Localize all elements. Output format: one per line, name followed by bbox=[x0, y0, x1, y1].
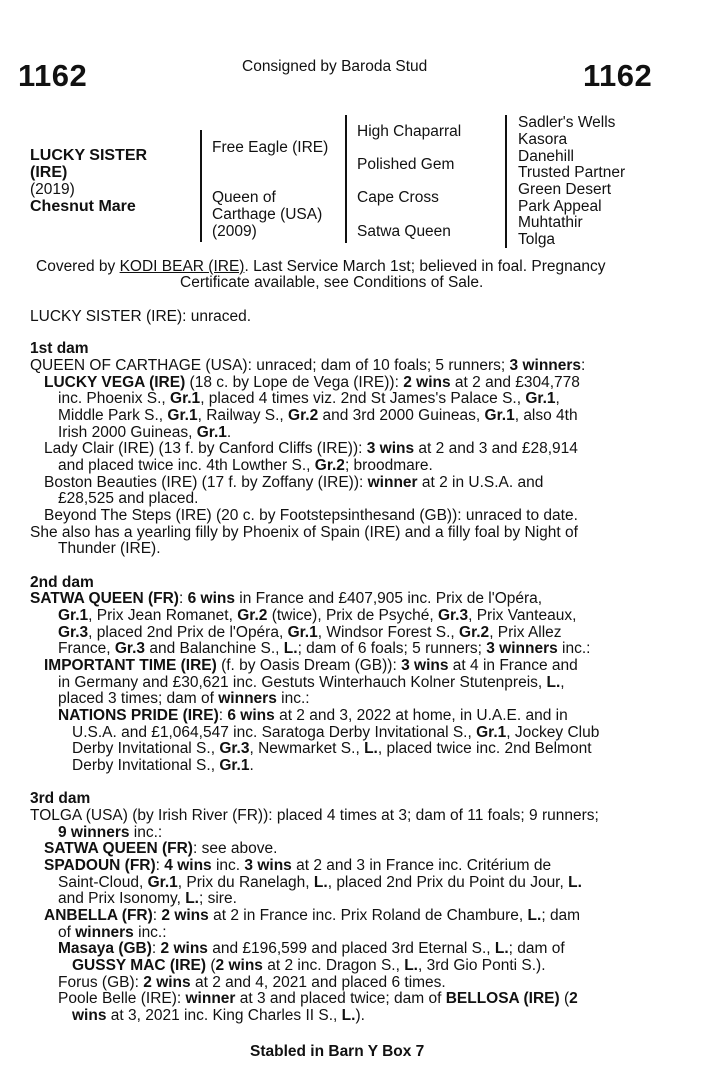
third-dam-text: GUSSY MAC (IRE) (2 wins at 2 inc. Dragon S., L., 3rd Gio Ponti S.). bbox=[72, 957, 546, 974]
second-dam-text: Gr.3, placed 2nd Prix de l'Opéra, Gr.1, Windsor Forest S., Gr.2, Prix Allez bbox=[58, 624, 562, 641]
first-dam-text: QUEEN OF CARTHAGE (USA): unraced; dam of 10 foals; 5 runners; 3 winners: bbox=[30, 357, 586, 374]
lot-number-right: 1162 bbox=[583, 58, 653, 93]
gen3-5: Green Desert bbox=[518, 181, 612, 198]
section-second-dam: 2nd dam bbox=[30, 574, 94, 591]
first-dam-text: Thunder (IRE). bbox=[58, 540, 161, 557]
sire: Free Eagle (IRE) bbox=[212, 139, 329, 156]
first-dam-text: Middle Park S., Gr.1, Railway S., Gr.2 and 3rd 2000 Guineas, Gr.1, also 4th bbox=[58, 407, 578, 424]
second-dam-text: placed 3 times; dam of winners inc.: bbox=[58, 690, 310, 707]
horse-name: LUCKY SISTER bbox=[30, 147, 148, 164]
section-first-dam: 1st dam bbox=[30, 340, 89, 357]
third-dam-text: and Prix Isonomy, L.; sire. bbox=[58, 890, 237, 907]
second-dam-text: France, Gr.3 and Balanchine S., L.; dam of 6 foals; 5 runners; 3 winners inc.: bbox=[58, 640, 591, 657]
horse-country: (IRE) bbox=[30, 164, 68, 181]
pedigree-divider-2 bbox=[345, 115, 347, 243]
pedigree-divider-3 bbox=[505, 115, 507, 248]
third-dam-text: Saint-Cloud, Gr.1, Prix du Ranelagh, L., placed 2nd Prix du Point du Jour, L. bbox=[58, 874, 582, 891]
first-dam-text: inc. Phoenix S., Gr.1, placed 4 times viz. 2nd St James's Palace S., Gr.1, bbox=[58, 390, 560, 407]
lot-number-left: 1162 bbox=[18, 58, 88, 93]
third-dam-text: of winners inc.: bbox=[58, 924, 167, 941]
gen3-2: Kasora bbox=[518, 131, 568, 148]
gen2-3: Cape Cross bbox=[357, 189, 439, 206]
horse-description: Chesnut Mare bbox=[30, 198, 136, 215]
third-dam-text: SPADOUN (FR): 4 wins inc. 3 wins at 2 and 3 in France inc. Critérium de bbox=[44, 857, 552, 874]
third-dam-text: Masaya (GB): 2 wins and £196,599 and placed 3rd Eternal S., L.; dam of bbox=[58, 940, 565, 957]
first-dam-text: Irish 2000 Guineas, Gr.1. bbox=[58, 424, 232, 441]
third-dam-text: ANBELLA (FR): 2 wins at 2 in France inc. Prix Roland de Chambure, L.; dam bbox=[44, 907, 581, 924]
gen3-7: Muhtathir bbox=[518, 214, 583, 231]
second-dam-text: SATWA QUEEN (FR): 6 wins in France and £407,905 inc. Prix de l'Opéra, bbox=[30, 590, 543, 607]
second-dam-text: NATIONS PRIDE (IRE): 6 wins at 2 and 3, 2022 at home, in U.A.E. and in bbox=[58, 707, 568, 724]
first-dam-text: Beyond The Steps (IRE) (20 c. by Footstepsinthesand (GB)): unraced to date. bbox=[44, 507, 578, 524]
first-dam-text: £28,525 and placed. bbox=[58, 490, 199, 507]
gen2-4: Satwa Queen bbox=[357, 223, 451, 240]
section-third-dam: 3rd dam bbox=[30, 790, 91, 807]
second-dam-text: Derby Invitational S., Gr.1. bbox=[72, 757, 254, 774]
covered-statement: Covered by KODI BEAR (IRE). Last Service March 1st; believed in foal. Pregnancy bbox=[36, 258, 606, 275]
dam-line-2: Carthage (USA) bbox=[212, 206, 323, 223]
gen3-8: Tolga bbox=[518, 231, 556, 248]
unraced-note: LUCKY SISTER (IRE): unraced. bbox=[30, 308, 252, 325]
gen3-3: Danehill bbox=[518, 148, 575, 165]
gen2-1: High Chaparral bbox=[357, 123, 462, 140]
gen2-2: Polished Gem bbox=[357, 156, 455, 173]
second-dam-text: U.S.A. and £1,064,547 inc. Saratoga Derby Invitational S., Gr.1, Jockey Club bbox=[72, 724, 600, 741]
third-dam-text: Poole Belle (IRE): winner at 3 and placed twice; dam of BELLOSA (IRE) (2 bbox=[58, 990, 578, 1007]
first-dam-text: Boston Beauties (IRE) (17 f. by Zoffany (IRE)): winner at 2 in U.S.A. and bbox=[44, 474, 544, 491]
gen3-6: Park Appeal bbox=[518, 198, 602, 215]
consignor: Consigned by Baroda Stud bbox=[242, 58, 428, 75]
pedigree-divider-1 bbox=[200, 130, 202, 242]
gen3-4: Trusted Partner bbox=[518, 164, 626, 181]
first-dam-text: LUCKY VEGA (IRE) (18 c. by Lope de Vega (IRE)): 2 wins at 2 and £304,778 bbox=[44, 374, 580, 391]
second-dam-text: Gr.1, Prix Jean Romanet, Gr.2 (twice), Prix de Psyché, Gr.3, Prix Vanteaux, bbox=[58, 607, 577, 624]
third-dam-text: 9 winners inc.: bbox=[58, 824, 163, 841]
second-dam-text: IMPORTANT TIME (IRE) (f. by Oasis Dream (GB)): 3 wins at 4 in France and bbox=[44, 657, 578, 674]
dam-line-1: Queen of bbox=[212, 189, 276, 206]
first-dam-text: and placed twice inc. 4th Lowther S., Gr.2; broodmare. bbox=[58, 457, 433, 474]
gen3-1: Sadler's Wells bbox=[518, 114, 616, 131]
first-dam-text: Lady Clair (IRE) (13 f. by Canford Cliffs (IRE)): 3 wins at 2 and 3 and £28,914 bbox=[44, 440, 578, 457]
stabled-location: Stabled in Barn Y Box 7 bbox=[250, 1043, 425, 1060]
dam-line-3: (2009) bbox=[212, 223, 257, 240]
covering-stallion: KODI BEAR (IRE) bbox=[119, 258, 245, 275]
first-dam-text: She also has a yearling filly by Phoenix of Spain (IRE) and a filly foal by Night of bbox=[30, 524, 578, 541]
second-dam-text: in Germany and £30,621 inc. Gestuts Winterhauch Kolner Stutenpreis, L., bbox=[58, 674, 565, 691]
horse-year: (2019) bbox=[30, 181, 75, 198]
third-dam-text: wins at 3, 2021 inc. King Charles II S., L.). bbox=[72, 1007, 365, 1024]
covered-certificate: Certificate available, see Conditions of Sale. bbox=[180, 274, 484, 291]
third-dam-text: Forus (GB): 2 wins at 2 and 4, 2021 and placed 6 times. bbox=[58, 974, 446, 991]
third-dam-text: SATWA QUEEN (FR): see above. bbox=[44, 840, 278, 857]
second-dam-text: Derby Invitational S., Gr.3, Newmarket S., L., placed twice inc. 2nd Belmont bbox=[72, 740, 592, 757]
third-dam-text: TOLGA (USA) (by Irish River (FR)): placed 4 times at 3; dam of 11 foals; 9 runners; bbox=[30, 807, 599, 824]
